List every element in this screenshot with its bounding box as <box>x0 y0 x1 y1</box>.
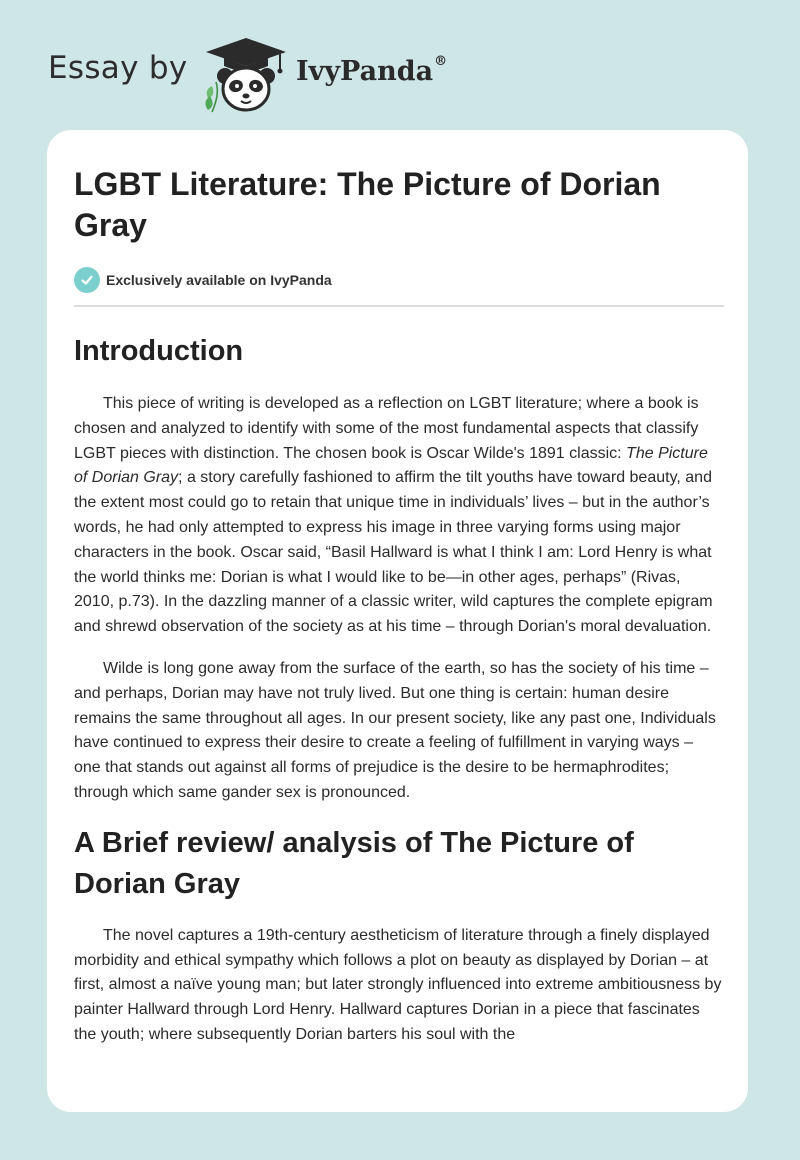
paragraph <box>74 392 724 640</box>
ivypanda-brand[interactable] <box>296 56 447 87</box>
registered-mark: ® <box>434 54 448 69</box>
section-heading-review: A Brief review/ analysis of The Picture of Dorian Gray <box>74 826 634 900</box>
paragraph-text: ; a story carefully fashioned to affirm the tilt youths have toward beauty, and the extent most could go to retain that unique time in individuals’ lives – but in the author’s words, he had only attempted to express his image in three varying forms using major characters in the book. Oscar said, “Basil Hallward is what I think I am: Lord Henry is what the world thinks me: Dorian is what I would like to be—in other ages, perhaps” (Rivas, 2010, p.73). In the dazzling manner of a classic writer, wild captures the complete epigram and shrewd observation of the society as at his time – through Dorian's moral devaluation. <box>74 469 713 636</box>
section-heading-introduction: Introduction <box>74 335 244 367</box>
checkmark-icon <box>74 267 100 293</box>
paragraph: Wilde is long gone away from the surface of the earth, so has the society of his time – and perhaps, Dorian may have not truly lived. But one thing is certain: human desire remains the same throughout all ages. In our present society, like any past one, Individuals have continued to express their desire to create a feeling of fulfillment in varying ways – one that stands out against all forms of prejudice is the desire to be hermaphrodites; through which same gander sex is pronounced. <box>74 659 716 801</box>
paragraph-text: This piece of writing is developed as a reflection on LGBT literature; where a book is chosen and analyzed to identify with some of the most fundamental aspects that classify LGBT pieces with distinction. The chosen book is Oscar Wilde's 1891 classic: <box>74 395 699 462</box>
exclusive-label: Exclusively available on IvyPanda <box>106 272 332 288</box>
book-title-italic: The Picture of Dorian Gray <box>74 444 708 487</box>
title-divider <box>74 305 724 307</box>
exclusive-badge <box>74 266 724 294</box>
paragraph: The novel captures a 19th-century aestheticism of literature through a finely displayed morbidity and ethical sympathy which follows a plot on beauty as displayed by Dorian – at first, almost a naïve young man; but later strongly influenced into extreme ambitiousness by painter Hallward through Lord Henry. Hallward captures Dorian in a piece that fascinates the youth; where subsequently Dorian barters his soul with the <box>74 926 722 1043</box>
brand-name-text: IvyPanda <box>296 56 434 87</box>
essay-card <box>47 130 748 1112</box>
essay-by-label: Essay by <box>48 50 188 86</box>
essay-content <box>74 164 724 1048</box>
essay-title: LGBT Literature: The Picture of Dorian Gray <box>74 166 661 243</box>
site-header <box>0 0 800 130</box>
panda-logo-icon[interactable] <box>198 36 294 114</box>
